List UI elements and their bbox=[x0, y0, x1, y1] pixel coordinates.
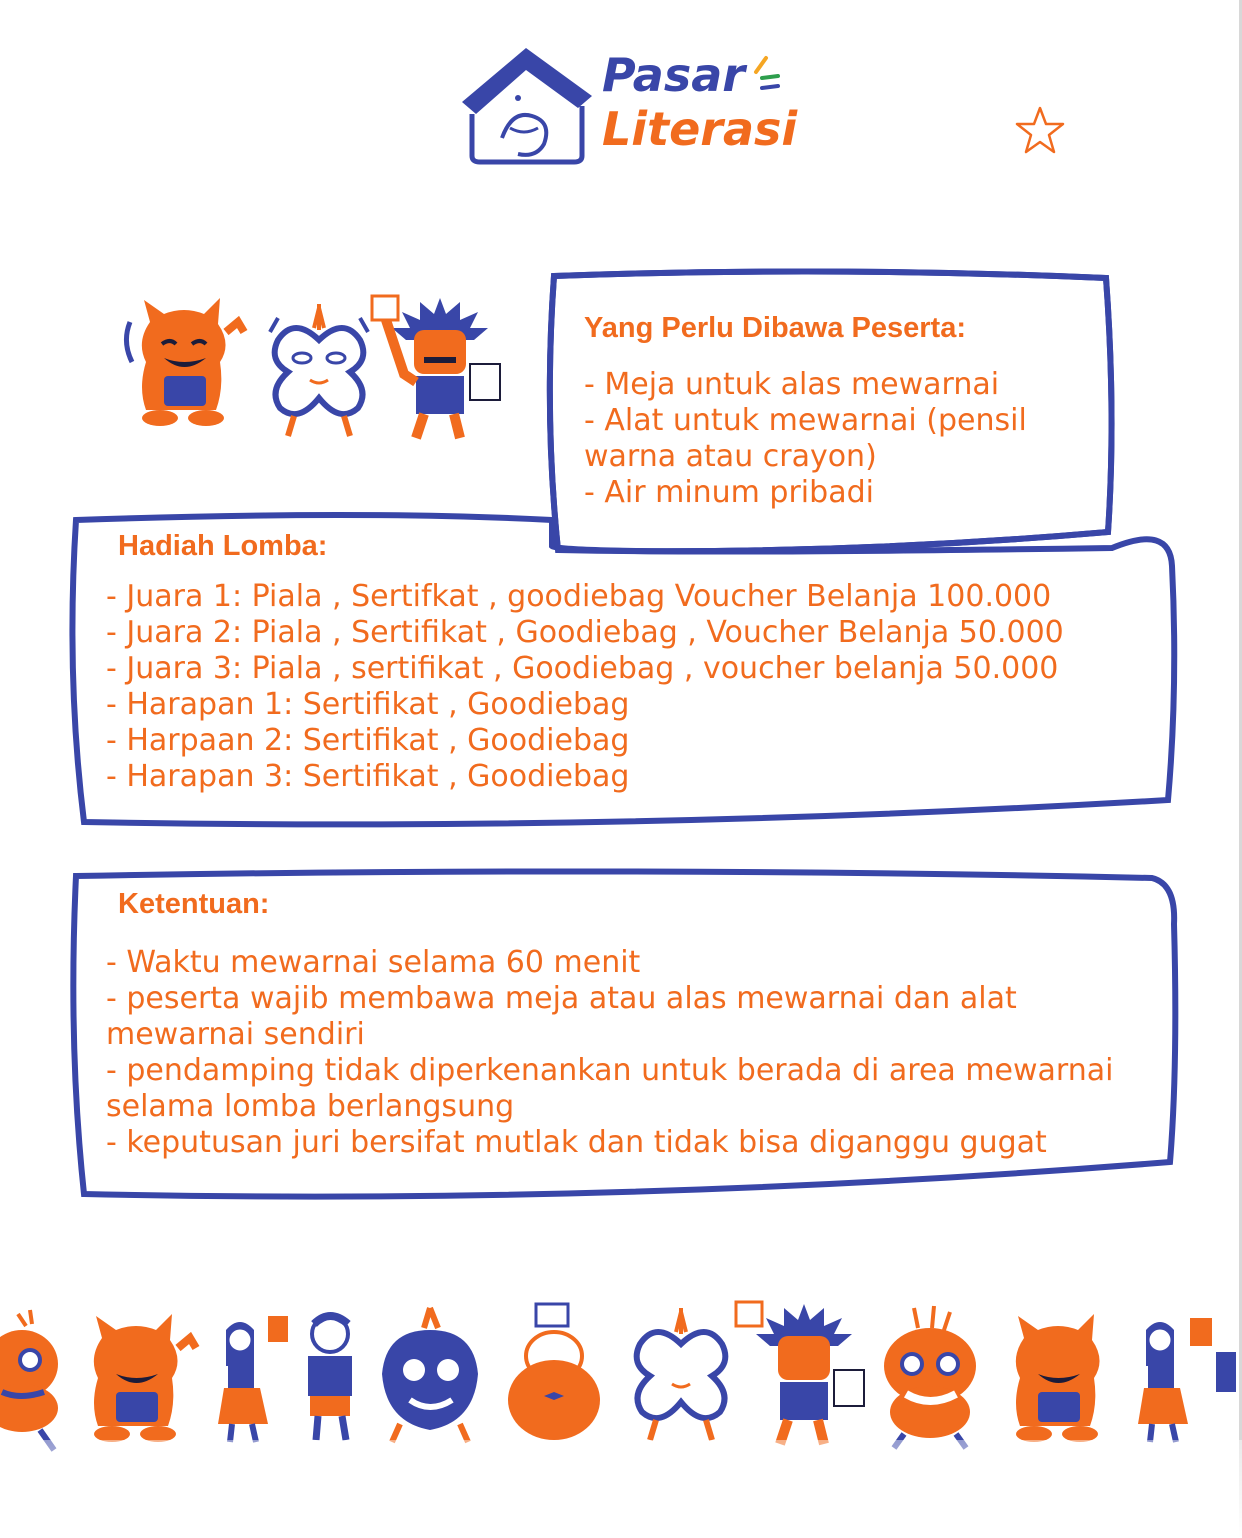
spiky-hair-book-character bbox=[734, 1300, 874, 1450]
logo-word-pasar: Pasar bbox=[602, 48, 745, 102]
girl-with-book-character bbox=[210, 1312, 290, 1446]
sheep-character bbox=[500, 1296, 610, 1446]
hadiah-list bbox=[106, 579, 1166, 795]
list-item: - Harapan 1: Sertifikat , Goodiebag bbox=[106, 687, 630, 722]
lucky-cat-character bbox=[120, 292, 250, 432]
butterfly-mask-character bbox=[626, 1304, 736, 1444]
list-item: - Juara 1: Piala , Sertifkat , goodiebag Voucher Belanja 100.000 bbox=[106, 579, 1052, 614]
list-item: - Meja untuk alas mewarnai bbox=[584, 367, 1000, 402]
list-item: - peserta wajib membawa meja atau alas mewarnai dan alat mewarnai sendiri bbox=[106, 981, 1017, 1052]
eye-blob-character bbox=[874, 1304, 984, 1450]
girl-with-book-character bbox=[1130, 1312, 1238, 1446]
ketentuan-list bbox=[106, 945, 1156, 1161]
ground-reflection bbox=[0, 1440, 1242, 1538]
hadiah-box bbox=[106, 530, 1166, 795]
list-item: - Juara 3: Piala , sertifikat , Goodiebag , voucher belanja 50.000 bbox=[106, 651, 1059, 686]
ketentuan-box bbox=[106, 888, 1156, 1161]
eye-blob-character bbox=[0, 1304, 64, 1454]
list-item: - keputusan juri bersifat mutlak dan tidak bisa diganggu gugat bbox=[106, 1125, 1047, 1160]
list-item: - Juara 2: Piala , Sertifikat , Goodiebag , Voucher Belanja 50.000 bbox=[106, 615, 1064, 650]
spiky-hair-book-character bbox=[370, 294, 510, 444]
list-item: - Air minum pribadi bbox=[584, 475, 874, 510]
hadiah-title: Hadiah Lomba: bbox=[118, 530, 328, 562]
lucky-cat-character bbox=[994, 1308, 1124, 1448]
list-item: - Alat untuk mewarnai (pensil warna atau crayon) bbox=[584, 403, 1027, 474]
logo-word-literasi: Literasi bbox=[602, 102, 798, 156]
list-item: - Harapan 3: Sertifikat , Goodiebag bbox=[106, 759, 630, 794]
bawa-box-overlap bbox=[540, 264, 1120, 564]
lucky-cat-character bbox=[72, 1308, 202, 1448]
star-outline-icon bbox=[1014, 104, 1066, 156]
bawa-title: Yang Perlu Dibawa Peserta: bbox=[584, 312, 966, 344]
butterfly-mask-character bbox=[264, 300, 374, 440]
pasar-literasi-logo bbox=[452, 40, 798, 180]
ketentuan-title: Ketentuan: bbox=[118, 888, 270, 920]
logo-sparkle-icon bbox=[752, 54, 782, 94]
boy-character bbox=[294, 1308, 364, 1446]
list-item: - pendamping tidak diperkenankan untuk berada di area mewarnai selama lomba berlangsung bbox=[106, 1053, 1114, 1124]
list-item: - Waktu mewarnai selama 60 menit bbox=[106, 945, 641, 980]
house-hands-logo-icon bbox=[452, 40, 602, 170]
list-item: - Harpaan 2: Sertifikat , Goodiebag bbox=[106, 723, 630, 758]
mask-character bbox=[378, 1304, 484, 1444]
